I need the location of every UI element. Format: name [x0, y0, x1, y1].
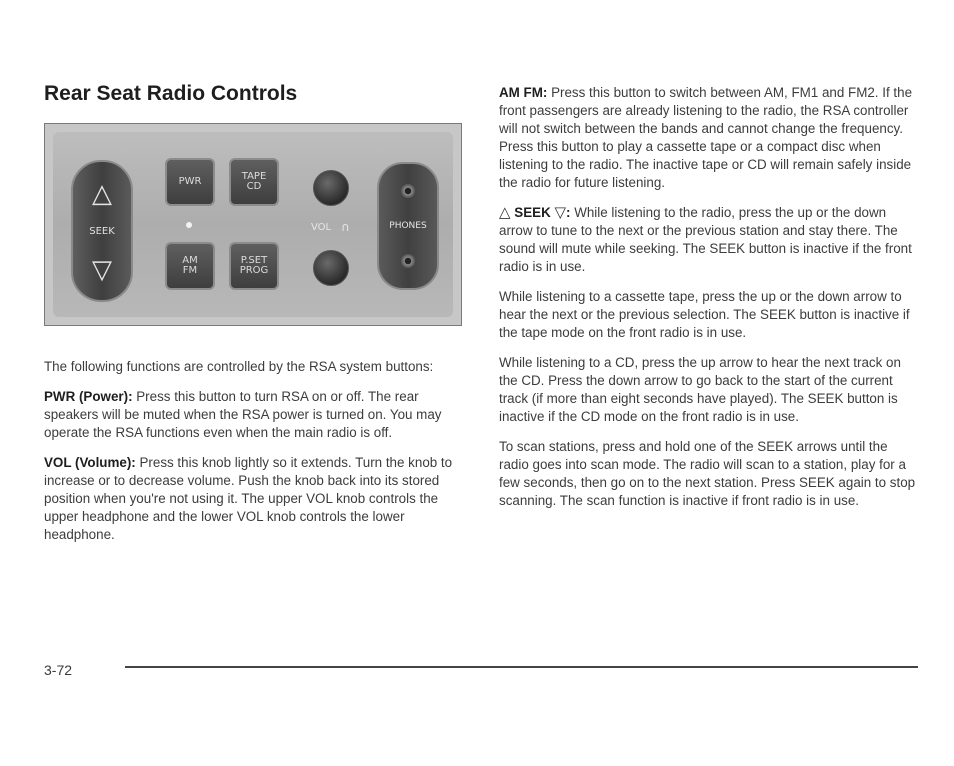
- pwr-description: Press this button to turn RSA on or off. The rear speakers will be muted when the RSA power is turned on. You may operate the RSA functions even when the main radio is off.: [44, 389, 442, 440]
- seek-down-icon: ▽: [554, 204, 567, 221]
- page-number: 3-72: [44, 662, 73, 678]
- vol-paragraph: [44, 454, 464, 544]
- upper-vol-knob: [313, 170, 349, 206]
- pwr-term: PWR (Power):: [44, 389, 133, 404]
- upper-headphone-jack: [401, 184, 415, 198]
- lower-headphone-jack: [401, 254, 415, 268]
- power-indicator-led: [186, 222, 192, 228]
- pwr-paragraph: [44, 388, 464, 442]
- rsa-panel-illustration: [44, 123, 462, 326]
- cd-paragraph: While listening to a CD, press the up arrow to hear the next track on the CD. Press the down arrow to go back to the start of the current track (if more than eight seconds have played). The SEEK button is inactive if the CD mode on the front radio is in use.: [499, 355, 901, 424]
- rsa-panel-face: [53, 132, 453, 317]
- seek-paragraph: [499, 204, 919, 276]
- pset-prog-button: P.SET PROG: [229, 242, 279, 290]
- phones-jack-panel: [377, 162, 439, 290]
- pwr-button: PWR: [165, 158, 215, 206]
- headphone-icon: ∩: [341, 220, 350, 234]
- vol-label: VOL: [311, 222, 332, 233]
- scan-paragraph: To scan stations, press and hold one of the SEEK arrows until the radio goes into scan mode. The radio will scan to a station, play for a few seconds, then go on to the next station. Press SEEK again to stop scanning. The scan function is inactive if front radio is in use.: [499, 439, 916, 508]
- seek-term: SEEK: [514, 205, 551, 220]
- footer-rule: [125, 666, 918, 668]
- seek-colon: :: [566, 205, 571, 220]
- phones-label: PHONES: [389, 221, 427, 231]
- left-text-column: [44, 358, 464, 556]
- amfm-description: Press this button to switch between AM, FM1 and FM2. If the front passengers are already listening to the radio, the RSA controller will not switch between the bands and cannot change the frequency. Press this button to play a cassette tape or a compact disc when listening to the radio. The inactive tape or CD will remain safely inside the radio for future listening.: [499, 85, 913, 190]
- right-text-column: [499, 84, 919, 522]
- page-title: Rear Seat Radio Controls: [44, 82, 298, 105]
- seek-rocker-button: [71, 160, 133, 302]
- vol-description: Press this knob lightly so it extends. Turn the knob to increase or to decrease volume. Push the knob back into its stored position when you're not using it. The upper VOL knob controls the upper headphone and the lower VOL knob controls the lower headphone.: [44, 455, 453, 542]
- tape-paragraph: While listening to a cassette tape, press the up or the down arrow to hear the next or the previous selection. The SEEK button is inactive if the tape mode on the front radio is in use.: [499, 289, 910, 340]
- tape-cd-button: TAPE CD: [229, 158, 279, 206]
- seek-up-arrow-icon: △: [92, 178, 112, 208]
- amfm-term: AM FM:: [499, 85, 548, 100]
- lower-vol-knob: [313, 250, 349, 286]
- seek-down-arrow-icon: ▽: [92, 254, 112, 284]
- seek-description: While listening to the radio, press the up or the down arrow to tune to the next or the previous station and stay there. The sound will mute while seeking. The SEEK button is inactive if the front radio is in use.: [499, 205, 912, 274]
- amfm-paragraph: [499, 84, 919, 192]
- seek-up-icon: △: [499, 204, 511, 221]
- seek-rocker-label: SEEK: [89, 226, 115, 237]
- vol-term: VOL (Volume):: [44, 455, 136, 470]
- intro-paragraph: The following functions are controlled by the RSA system buttons:: [44, 359, 434, 374]
- am-fm-button: AM FM: [165, 242, 215, 290]
